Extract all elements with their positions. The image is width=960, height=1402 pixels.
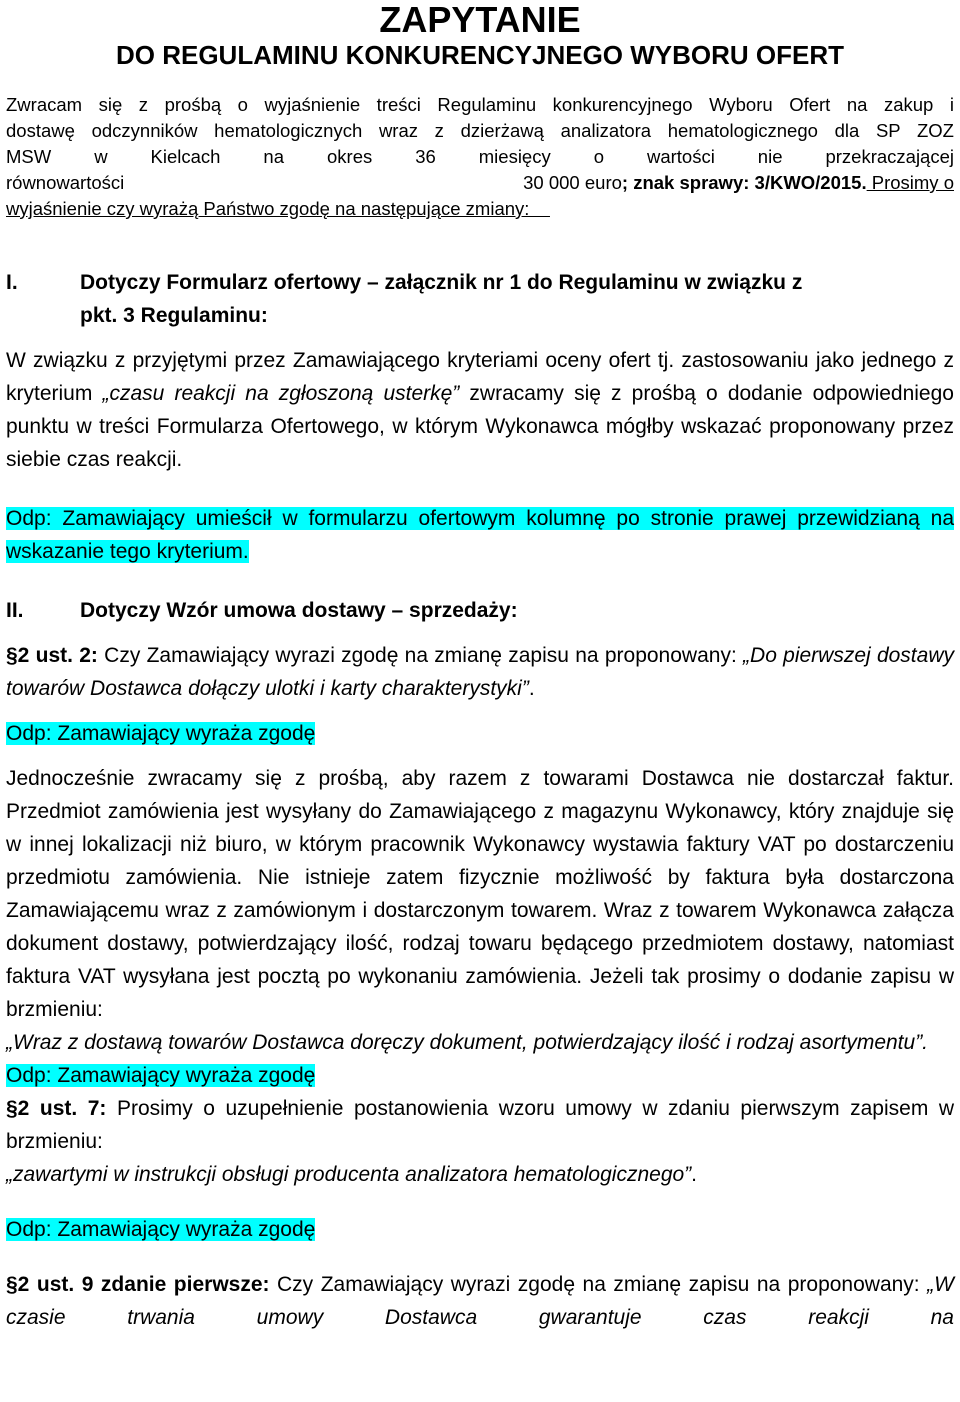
document-subtitle: DO REGULAMINU KONKURENCYJNEGO WYBORU OFERT [115,40,844,70]
intro-line [6,170,954,196]
question-2-7 [6,1092,954,1158]
question-text: Czy Zamawiający wyrazi zgodę na zmianę zapisu na proponowany: [269,1273,928,1296]
intro-line: Zwracam się z prośbą o wyjaśnienie treści Regulaminu konkurencyjnego Wyboru Ofert na zakup i [6,94,954,115]
question-italic: „W czasie trwania umowy Dostawca gwarantuje czas reakcji na [6,1273,954,1329]
section-1-italic: „czasu reakcji na zgłoszoną usterkę” [102,382,460,405]
case-number: ; znak sprawy: 3/KWO/2015. [621,172,867,193]
intro-line: MSW w Kielcach na okres 36 miesięcy o wartości nie przekraczającej [6,146,954,167]
question-text: Czy Zamawiający wyrazi zgodę na zmianę zapisu na proponowany: [97,644,744,667]
question-end: . [691,1163,698,1186]
section-2-heading [6,594,954,627]
question-end: . [528,677,535,700]
section-1-heading-text: Dotyczy Formularz ofertowy – załącznik nr 1 do Regulaminu w związku z [80,271,803,294]
answer-highlight: Odp: Zamawiający wyraża zgodę [6,1064,316,1087]
intro-amount: 30 000 euro [523,172,622,193]
question-2-7-proposal [6,1158,954,1191]
question-2-9 [6,1268,954,1334]
section-1-text-2: zwracamy się z prośbą o dodanie odpowiedniego punktu w treści Formularza Ofertowego, w którym Wykonawca mógłby wskazać proponowany przez siebie czas reakcji. [6,382,954,471]
section-1-heading [6,266,954,299]
section-1-text: W związku z przyjętymi przez Zamawiającego kryteriami oceny ofert tj. zastosowaniu jako jednego z kryterium [6,349,954,405]
question-2-2 [6,639,954,705]
answer-2-7 [6,1213,954,1246]
section-1-number: I. [6,271,18,294]
section-1-heading-cont [6,299,954,332]
question-italic: „Do pierwszej dostawy towarów Dostawca dołączy ulotki i karty charakterystyki” [6,644,954,700]
section-2-heading-text: Dotyczy Wzór umowa dostawy – sprzedaży: [80,599,518,622]
invoice-paragraph: Jednocześnie zwracamy się z prośbą, aby razem z towarami Dostawca nie dostarczał faktur. Przedmiot zamówienia jest wysyłany do Zamawiającego z magazynu Wykonawcy, który znajduje się w innej lokalizacji niż biuro, w którym pracownik Wykonawcy wystawia faktury VAT po dostarczeniu przedmiotu zamówienia. Nie istnieje zatem fizycznie możliwość by faktura była dostarczona Zamawiającemu wraz z zamówionym i dostarczonym towarem. Wraz z towarem Wykonawca załącza dokument dostawy, potwierdzający ilość, rodzaj towaru będącego przedmiotem dostawy, natomiast faktura VAT wysyłana jest pocztą po wykonaniu zamówienia. Jeżeli tak prosimy o dodanie zapisu w brzmieniu: [6,767,954,1021]
answer-highlight: Odp: Zamawiający umieścił w formularzu ofertowym kolumnę po stronie prawej przewidzianą na wskazanie tego kryterium. [6,507,954,563]
answer-2-2 [6,717,954,750]
section-1-answer [6,502,954,568]
question-label: §2 ust. 2: [6,644,98,667]
intro-reference [523,170,954,196]
section-2 [6,594,954,1334]
document-page [6,0,954,1334]
intro-paragraph [6,92,954,222]
section-1-heading-text-2: pkt. 3 Regulaminu: [80,304,268,327]
answer-invoice [6,1059,954,1092]
section-1-paragraph [6,344,954,476]
invoice-proposal-italic: „Wraz z dostawą towarów Dostawca doręczy dokument, potwierdzający ilość i rodzaj asortymentu”. [6,1031,929,1054]
section-1 [6,266,954,568]
answer-highlight: Odp: Zamawiający wyraża zgodę [6,1218,316,1241]
question-text: Prosimy o uzupełnienie postanowienia wzoru umowy w zdaniu pierwszym zapisem w brzmieniu: [6,1097,954,1153]
question-label: §2 ust. 9 zdanie pierwsze: [6,1273,270,1296]
intro-word: równowartości [6,172,125,193]
question-label: §2 ust. 7: [6,1097,107,1120]
intro-request-start: Prosimy o [866,172,954,193]
intro-request-end: wyjaśnienie czy wyrażą Państwo zgodę na następujące zmiany: [6,198,550,219]
document-title: ZAPYTANIE [379,0,581,40]
intro-line [6,196,954,222]
answer-highlight: Odp: Zamawiający wyraża zgodę [6,722,316,745]
question-italic: „zawartymi w instrukcji obsługi producenta analizatora hematologicznego” [6,1163,692,1186]
section-2-number: II. [6,599,24,622]
intro-line: dostawę odczynników hematologicznych wraz z dzierżawą analizatora hematologicznego dla SP ZOZ [6,120,954,141]
